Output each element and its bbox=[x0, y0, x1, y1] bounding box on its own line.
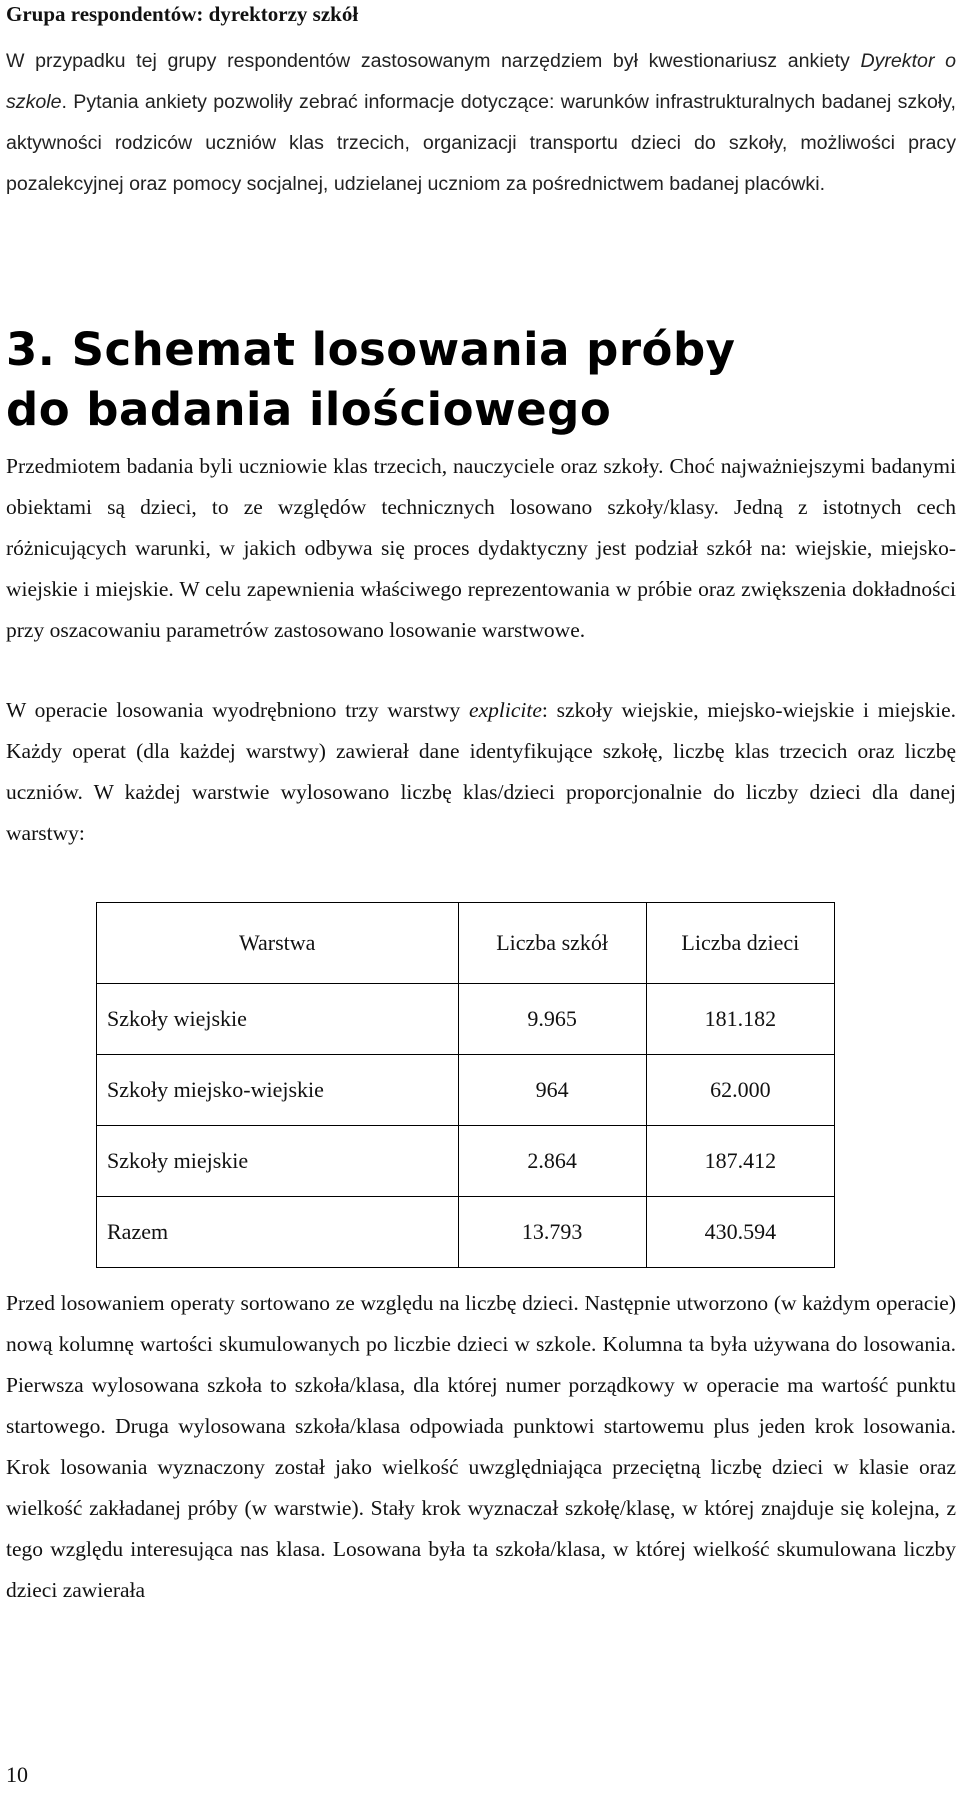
table-cell: 62.000 bbox=[646, 1055, 834, 1126]
table-row bbox=[97, 1055, 835, 1126]
intro-text-part1: W przypadku tej grupy respondentów zastosowanym narzędziem był kwestionariusz ankiety bbox=[6, 50, 861, 72]
table-cell: Szkoły miejsko-wiejskie bbox=[97, 1055, 459, 1126]
table-cell: 13.793 bbox=[458, 1197, 646, 1268]
intro-survey-title: Dyrektor o szkole bbox=[6, 50, 956, 113]
table-cell: 181.182 bbox=[646, 984, 834, 1055]
table-cell: 9.965 bbox=[458, 984, 646, 1055]
table-header-cell: Liczba szkół bbox=[458, 903, 646, 984]
table-row bbox=[97, 1126, 835, 1197]
table-row bbox=[97, 1197, 835, 1268]
table-header-cell: Warstwa bbox=[97, 903, 459, 984]
paragraph-2 bbox=[6, 690, 956, 854]
intro-text-part2: . Pytania ankiety pozwoliły zebrać informacje dotyczące: warunków infrastrukturalnych badanej szkoły, aktywności rodziców uczniów klas trzecich, organizacji transportu dzieci do szkoły, możliwości pracy pozalekcyjnej oraz pomocy socjalnej, udzielanej uczniom za pośrednictwem badanej placówki. bbox=[6, 91, 956, 195]
page-number: 10 bbox=[6, 1762, 28, 1787]
section-heading: Grupa respondentów: dyrektorzy szkół bbox=[6, 2, 359, 26]
paragraph-2-part1: W operacie losowania wyodrębniono trzy warstwy bbox=[6, 698, 470, 722]
table-cell: Szkoły miejskie bbox=[97, 1126, 459, 1197]
paragraph-2-italic: explicite bbox=[469, 698, 542, 722]
paragraph-2-part2: : szkoły wiejskie, miejsko-wiejskie i miejskie. Każdy operat (dla każdej warstwy) zawierał dane identyfikujące szkołę, liczbę klas trzecich oraz liczbę uczniów. W każdej warstwie wylosowano liczbę klas/dzieci proporcjonalnie do liczby dzieci dla danej warstwy: bbox=[6, 698, 956, 845]
chapter-heading-line1: 3. Schemat losowania próby bbox=[6, 323, 736, 376]
table-header-row bbox=[97, 903, 835, 984]
table-cell: 430.594 bbox=[646, 1197, 834, 1268]
intro-paragraph bbox=[6, 41, 956, 205]
table-cell: 187.412 bbox=[646, 1126, 834, 1197]
table-header-cell: Liczba dzieci bbox=[646, 903, 834, 984]
table-cell: Razem bbox=[97, 1197, 459, 1268]
chapter-heading-line2: do badania ilościowego bbox=[6, 383, 612, 436]
table-cell: 964 bbox=[458, 1055, 646, 1126]
table-cell: Szkoły wiejskie bbox=[97, 984, 459, 1055]
chapter-heading bbox=[6, 320, 735, 440]
table-row bbox=[97, 984, 835, 1055]
paragraph-1: Przedmiotem badania byli uczniowie klas trzecich, nauczyciele oraz szkoły. Choć najważniejszymi badanymi obiektami są dzieci, to ze względów technicznych losowano szkoły/klasy. Jedną z istotnych cech różnicujących warunki, w jakich odbywa się proces dydaktyczny jest podział szkół na: wiejskie, miejsko-wiejskie i miejskie. W celu zapewnienia właściwego reprezentowania w próbie oraz zwiększenia dokładności przy oszacowaniu parametrów zastosowano losowanie warstwowe. bbox=[6, 454, 956, 642]
strata-table bbox=[96, 902, 835, 1268]
paragraph-3: Przed losowaniem operaty sortowano ze względu na liczbę dzieci. Następnie utworzono (w każdym operacie) nową kolumnę wartości skumulowanych po liczbie dzieci w szkole. Kolumna ta była używana do losowania. Pierwsza wylosowana szkoła to szkoła/klasa, dla której numer porządkowy w operacie ma wartość punktu startowego. Druga wylosowana szkoła/klasa odpowiada punktowi startowemu plus jeden krok losowania. Krok losowania wyznaczony został jako wielkość uwzględniająca przeciętną liczbę dzieci w klasie oraz wielkość zakładanej próby (w warstwie). Stały krok wyznaczał szkołę/klasę, w której znajduje się kolejna, z tego względu interesująca nas klasa. Losowana była ta szkoła/klasa, w której wielkość skumulowana liczby dzieci zawierała bbox=[6, 1291, 956, 1602]
table-cell: 2.864 bbox=[458, 1126, 646, 1197]
